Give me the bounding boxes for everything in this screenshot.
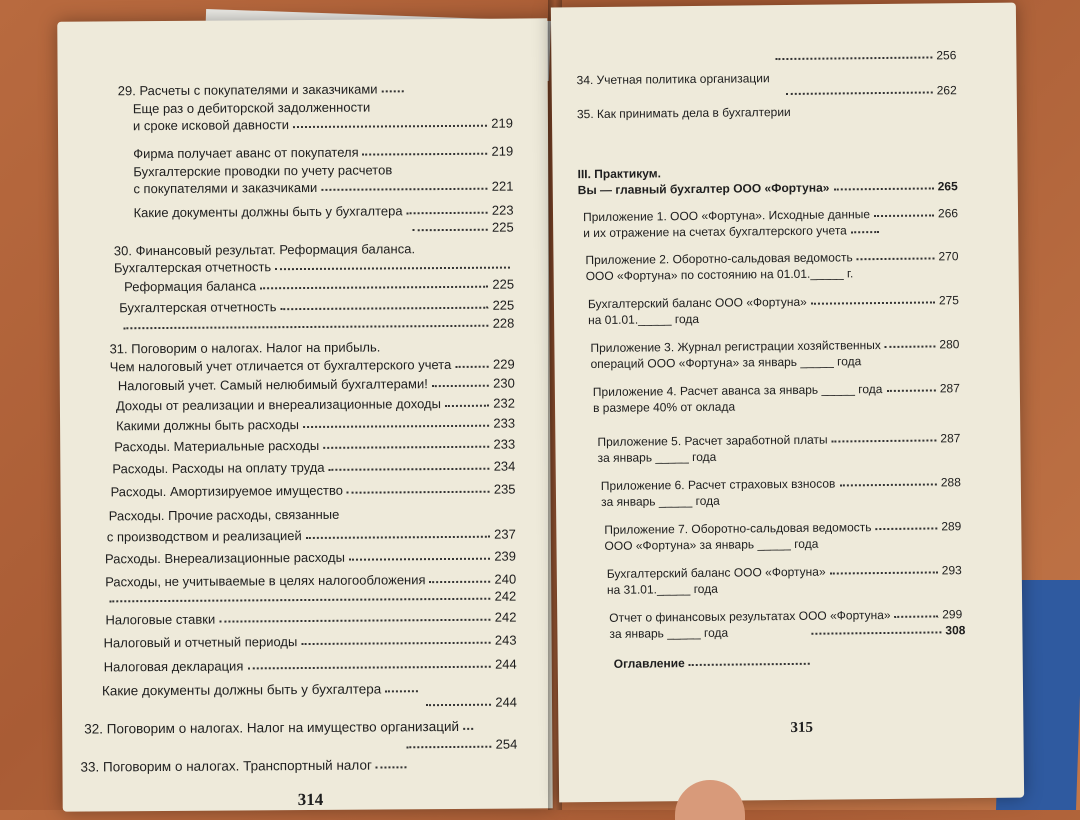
toc-entry-title: ООО «Фортуна» за январь _____ года	[604, 536, 819, 553]
toc-entry	[807, 623, 965, 639]
toc-page-number: 223	[491, 202, 514, 218]
leader-dots	[830, 571, 938, 574]
toc-entry-title: Бухгалтерские проводки по учету расчетов	[133, 162, 393, 180]
toc-entry	[614, 655, 814, 671]
toc-entry-title: Налоговая декларация	[103, 658, 244, 675]
toc-entry	[586, 266, 876, 283]
toc-entry	[591, 354, 901, 371]
toc-entry	[577, 71, 777, 87]
toc-page-number: 225	[492, 276, 515, 292]
toc-entry-title: и сроке исковой давности	[132, 117, 290, 134]
toc-entry	[104, 633, 517, 651]
leader-dots	[875, 527, 937, 530]
toc-entry-title: и их отражение на счетах бухгалтерского учета	[583, 223, 847, 241]
leader-dots	[786, 91, 933, 95]
toc-page-number: 265	[937, 179, 958, 194]
leader-dots	[407, 212, 488, 215]
toc-page-number: 256	[936, 48, 957, 63]
leader-dots	[109, 598, 490, 603]
toc-page-number: 270	[938, 249, 959, 264]
toc-entry	[110, 357, 515, 375]
toc-entry	[124, 277, 514, 295]
leader-dots	[689, 663, 810, 666]
toc-entry	[604, 519, 961, 537]
leader-dots	[833, 187, 933, 190]
toc-entry	[134, 203, 514, 221]
toc-entry-title: Какие документы должны быть у бухгалтера	[101, 681, 382, 699]
toc-entry-title: Фирма получает аванс от покупателя	[133, 144, 359, 162]
toc-entry-title: за январь _____ года	[600, 493, 720, 509]
toc-entry	[597, 449, 797, 465]
toc-entry	[105, 549, 516, 567]
leader-dots	[321, 188, 487, 191]
leader-dots	[385, 690, 418, 692]
leader-dots	[775, 56, 932, 60]
leader-dots	[839, 483, 936, 486]
toc-entry	[601, 475, 961, 493]
toc-entry-title: 30. Финансовый результат. Реформация баланса.	[113, 241, 416, 259]
leader-dots	[260, 286, 488, 290]
leader-dots	[301, 642, 491, 645]
leader-dots	[426, 704, 491, 706]
toc-page-number: 225	[492, 297, 515, 313]
toc-entry	[607, 563, 962, 581]
toc-entry-title: Бухгалтерский баланс ООО «Фортуна»	[606, 564, 826, 581]
toc-entry	[609, 625, 809, 641]
toc-entry	[771, 48, 956, 64]
toc-entry-title: III. Практикум.	[577, 166, 661, 182]
toc-entry-title: Вы — главный бухгалтер ООО «Фортуна»	[577, 180, 830, 198]
toc-page-number: 228	[492, 315, 515, 331]
toc-page-number: 235	[493, 481, 516, 497]
toc-page-number: 280	[939, 337, 960, 352]
toc-page-number: 289	[941, 519, 962, 534]
leader-dots	[895, 615, 939, 617]
toc-entry-title: Расходы. Материальные расходы	[114, 437, 320, 455]
toc-entry-title: Приложение 1. ООО «Фортуна». Исходные данные	[582, 207, 871, 225]
toc-entry	[133, 116, 513, 134]
leader-dots	[323, 446, 489, 449]
leader-dots	[851, 231, 879, 233]
toc-entry	[590, 337, 959, 355]
toc-entry-title: Реформация баланса	[124, 278, 257, 295]
toc-entry-title: Расходы. Внереализационные расходы	[104, 549, 345, 567]
toc-entry	[118, 376, 515, 394]
toc-entry	[578, 179, 958, 197]
toc-entry	[110, 482, 515, 500]
toc-entry	[782, 83, 957, 99]
toc-page-number: 275	[938, 293, 960, 308]
toc-page-number: 237	[494, 526, 516, 542]
leader-dots	[413, 229, 488, 232]
page-number: 315	[790, 719, 813, 736]
toc-page-number: 233	[493, 436, 516, 452]
toc-entry-title: в размере 40% от оклада	[592, 399, 736, 416]
toc-entry-title: Расходы, не учитываемые в целях налогообложения	[105, 572, 426, 590]
toc-page-number: 244	[494, 656, 517, 672]
toc-entry	[422, 695, 517, 711]
leader-dots	[347, 491, 490, 494]
toc-entry	[104, 657, 517, 675]
toc-entry	[119, 298, 514, 316]
toc-page-number: 219	[491, 143, 514, 159]
leader-dots	[293, 125, 487, 128]
leader-dots	[886, 389, 935, 392]
toc-page-number: 287	[939, 381, 960, 396]
toc-entry	[133, 179, 513, 197]
leader-dots	[306, 536, 490, 539]
toc-entry-title: 29. Расчеты с покупателями и заказчиками	[117, 81, 378, 99]
toc-entry-title: Какие документы должны быть у бухгалтера	[133, 203, 403, 221]
leader-dots	[455, 366, 489, 368]
leader-dots	[463, 728, 473, 730]
toc-entry	[583, 223, 883, 240]
toc-page-number: 234	[493, 458, 516, 474]
toc-page-number: 293	[941, 563, 962, 578]
toc-entry-title: Бухгалтерская отчетность	[113, 259, 272, 276]
leader-dots	[280, 307, 488, 310]
toc-entry-title: 34. Учетная политика организации	[576, 71, 770, 88]
toc-entry-title: Чем налоговый учет отличается от бухгалтерского учета	[109, 356, 452, 375]
toc-entry-title: Приложение 7. Оборотно-сальдовая ведомость	[604, 520, 872, 537]
leader-dots	[376, 766, 407, 768]
toc-entry	[114, 258, 514, 276]
leader-dots	[219, 619, 491, 623]
toc-entry	[597, 431, 960, 449]
toc-entry-title: с покупателями и заказчиками	[133, 179, 318, 197]
toc-entry	[601, 493, 801, 509]
toc-entry-title: 35. Как принимать дела в бухгалтерии	[576, 104, 791, 122]
leader-dots	[857, 257, 935, 260]
leader-dots	[382, 90, 404, 92]
toc-entry-title: ООО «Фортуна» по состоянию на 01.01._____ г.	[585, 266, 854, 284]
toc-entry	[604, 537, 834, 553]
toc-entry	[116, 416, 515, 434]
toc-entry	[402, 737, 517, 753]
toc-entry-title: Бухгалтерская отчетность	[119, 299, 277, 316]
toc-entry-title: Налоговый и отчетный периоды	[103, 634, 298, 651]
toc-entry-title: операций ООО «Фортуна» за январь _____ года	[590, 354, 862, 372]
toc-entry	[593, 381, 960, 399]
toc-page-number: 266	[937, 206, 959, 221]
leader-dots	[811, 301, 935, 304]
toc-page-number: 221	[491, 178, 514, 194]
right-toc	[551, 3, 1024, 803]
toc-page-number: 239	[494, 548, 517, 564]
toc-entry	[119, 316, 514, 334]
leader-dots	[832, 439, 937, 442]
toc-entry-title: Приложение 5. Расчет заработной платы	[597, 432, 828, 449]
toc-entry	[80, 757, 410, 774]
toc-page-number: 230	[493, 375, 515, 391]
leader-dots	[445, 405, 489, 407]
toc-page-number: 262	[936, 83, 957, 98]
leader-dots	[275, 267, 510, 271]
toc-page-number: 219	[491, 115, 514, 131]
toc-entry-title: Отчет о финансовых результатах ООО «Фортуна»	[609, 607, 891, 625]
toc-entry	[585, 249, 958, 267]
leader-dots	[885, 345, 936, 348]
toc-page-number: 242	[494, 588, 517, 604]
toc-entry	[593, 399, 793, 415]
toc-entry	[133, 144, 513, 162]
leader-dots	[349, 558, 490, 561]
leader-dots	[329, 468, 490, 471]
toc-page-number: 287	[940, 431, 961, 446]
toc-entry	[105, 589, 516, 607]
toc-page-number: 288	[940, 475, 961, 490]
toc-entry-title: Приложение 4. Расчет аванса за январь _____ года	[592, 382, 883, 400]
toc-entry-title: Доходы от реализации и внереализационные доходы	[115, 396, 441, 414]
toc-page-number: 299	[942, 607, 963, 622]
toc-page-number: 308	[945, 623, 966, 638]
toc-entry-title: Расходы. Амортизируемое имущество	[110, 482, 343, 500]
left-toc	[57, 18, 553, 811]
toc-entry-title: Налоговые ставки	[105, 611, 216, 628]
leader-dots	[874, 214, 934, 217]
toc-entry	[114, 437, 515, 455]
toc-entry	[102, 681, 422, 698]
toc-entry-title: Еще раз о дебиторской задолженности	[132, 99, 371, 117]
toc-entry-title: Оглавление	[613, 656, 685, 671]
toc-entry-title: на 31.01._____ года	[606, 581, 718, 597]
toc-page-number: 225	[491, 219, 514, 235]
toc-entry-title: за январь _____ года	[597, 449, 717, 465]
leader-dots	[123, 325, 488, 330]
toc-entry-title: Налоговый учет. Самый нелюбимый бухгалтерами!	[117, 376, 428, 394]
leader-dots	[363, 153, 488, 156]
toc-entry-title: с производством и реализацией	[106, 528, 302, 545]
toc-entry-title: Приложение 2. Оборотно-сальдовая ведомость	[585, 250, 853, 268]
toc-entry	[588, 293, 959, 311]
leader-dots	[432, 385, 489, 387]
page-number: 314	[297, 789, 324, 810]
toc-entry-title: за январь _____ года	[609, 625, 729, 641]
toc-page-number: 233	[493, 415, 516, 431]
toc-entry	[577, 105, 807, 121]
right-page	[551, 3, 1024, 803]
toc-entry	[107, 527, 516, 545]
toc-entry	[588, 312, 738, 328]
toc-entry-title: 33. Поговорим о налогах. Транспортный налог	[80, 757, 372, 775]
toc-entry	[118, 81, 408, 98]
toc-page-number: 242	[494, 609, 517, 625]
leader-dots	[430, 581, 491, 583]
toc-entry	[607, 581, 757, 597]
leader-dots	[811, 631, 941, 634]
toc-entry-title: Расходы. Расходы на оплату труда	[112, 459, 325, 477]
toc-entry-title: 31. Поговорим о налогах. Налог на прибыль.	[109, 339, 381, 357]
toc-page-number: 240	[494, 571, 517, 587]
toc-page-number: 243	[494, 632, 517, 648]
toc-entry	[609, 607, 962, 625]
toc-entry	[105, 610, 516, 628]
toc-entry-title: Бухгалтерский баланс ООО «Фортуна»	[587, 294, 807, 312]
toc-entry	[112, 459, 515, 477]
toc-entry	[583, 206, 958, 224]
toc-page-number: 244	[495, 694, 518, 710]
toc-page-number: 254	[495, 736, 518, 752]
toc-entry-title: Приложение 3. Журнал регистрации хозяйственных	[590, 338, 881, 356]
toc-entry	[116, 396, 515, 414]
toc-page-number: 232	[493, 395, 515, 411]
toc-entry-title: 32. Поговорим о налогах. Налог на имущество организаций	[84, 718, 460, 737]
toc-entry-title: Какими должны быть расходы	[116, 417, 299, 434]
leader-dots	[303, 425, 489, 428]
left-page	[57, 18, 553, 811]
toc-entry	[84, 719, 474, 737]
toc-entry-title: Приложение 6. Расчет страховых взносов	[600, 476, 836, 493]
toc-entry	[105, 572, 516, 590]
leader-dots	[247, 666, 491, 670]
toc-page-number: 229	[492, 356, 515, 372]
toc-entry-title: на 01.01._____ года	[588, 311, 700, 328]
leader-dots	[406, 746, 491, 749]
toc-entry-title: Расходы. Прочие расходы, связанные	[108, 506, 340, 524]
toc-entry	[409, 220, 514, 236]
